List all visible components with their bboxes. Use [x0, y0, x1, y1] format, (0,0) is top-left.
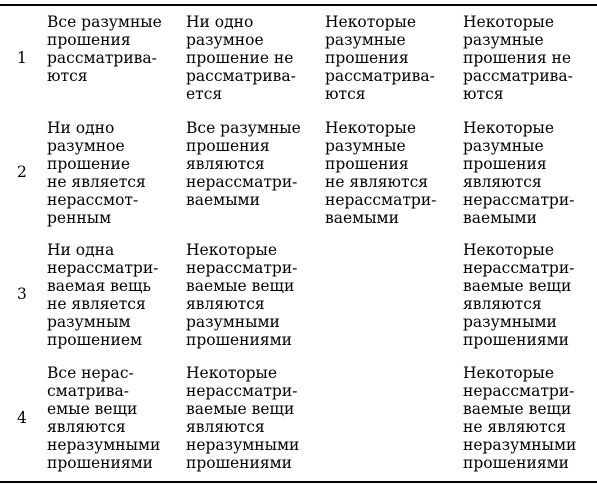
table-cell: Некоторые нерассматри- ваемые вещи являются разумными прошениями	[186, 241, 298, 349]
table-cell: Ни одно разумное прошение не рассматрива- ется	[186, 13, 296, 103]
row-number: 3	[17, 285, 27, 303]
row-number: 1	[17, 49, 27, 67]
table-cell: Некоторые нерассматри- ваемые вещи не являются неразумными прошениями	[463, 364, 577, 472]
table-cell: Некоторые нерассматри- ваемые вещи являются неразумными прошениями	[186, 364, 300, 472]
table-cell: Некоторые нерассматри- ваемые вещи являются разумными прошениями	[463, 241, 575, 349]
row-number: 2	[17, 163, 27, 181]
table-cell: Некоторые разумные прошения являются нерассматри- ваемыми	[463, 119, 575, 227]
row-number: 4	[17, 409, 27, 427]
table-cell: Некоторые разумные прошения рассматрива- ются	[325, 13, 435, 103]
table-cell: Некоторые разумные прошения не рассматрива- ются	[463, 13, 573, 103]
table-cell: Все разумные прошения рассматрива- ются	[47, 13, 162, 85]
table-cell: Некоторые разумные прошения не являются нерассматри- ваемыми	[325, 119, 437, 227]
table-cell: Все разумные прошения являются нерассматри- ваемыми	[186, 119, 301, 209]
table-bottom-rule	[0, 481, 597, 483]
table-cell: Ни одно разумное прошение не является нерассмот- ренным	[47, 119, 146, 227]
table-cell: Все нерас- сматрива- емые вещи являются неразумными прошениями	[47, 364, 161, 472]
table-cell: Ни одна нерассматри- ваемая вещь не является разумным прошением	[47, 241, 159, 349]
table-top-rule	[0, 4, 597, 6]
